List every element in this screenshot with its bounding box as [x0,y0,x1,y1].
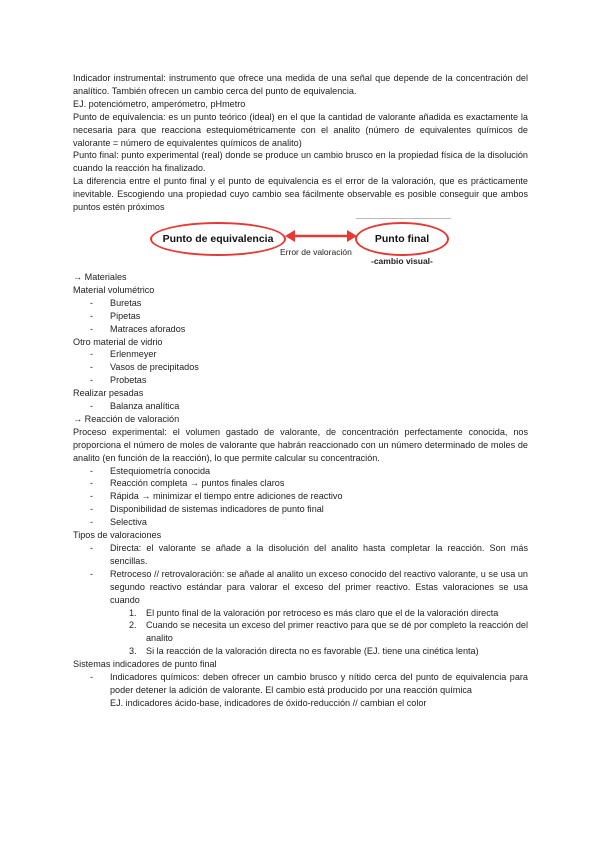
bullet: - [90,310,94,321]
list-tipos [73,542,528,607]
list-item: - Erlenmeyer [90,349,157,360]
visual-change-caption: -cambio visual- [371,255,433,266]
bullet: - [90,491,94,502]
list-retroceso [73,607,528,659]
heading-pesadas: Realizar pesadas [73,388,144,399]
document-page [73,72,528,710]
paragraph-punto-equivalencia: Punto de equivalencia: es un punto teórico (ideal) en el que la cantidad de valorante añadida es exactamente la necesaria para que reacciona estequiométricamente con el analito (número de equivalentes químicos de valorante = número de equivalentes químicos de analito) [73,111,528,148]
list-sistemas [73,671,528,697]
heading-volumetrico: Material volumétrico [73,284,155,295]
paragraph-punto-final: Punto final: punto experimental (real) donde se produce un cambio brusco en la propiedad física de la disolución cuando la reacción ha finalizado. [73,150,528,174]
equivalence-point-label: Punto de equivalencia [162,232,274,245]
list-item: - Rápida → minimizar el tiempo entre adiciones de reactivo [90,491,343,502]
list-item: - Pipetas [90,310,141,321]
bullet: - [90,543,94,553]
list-volumetrico [73,297,528,336]
bullet: - [90,517,94,528]
bullet: - [90,349,94,360]
end-point-label: Punto final [374,232,430,245]
paragraph-quimicos-ejemplo: EJ. indicadores ácido-base, indicadores de óxido-reducción // cambian el color [110,697,427,708]
list-item: - Selectiva [90,517,147,528]
bullet: - [90,297,94,308]
bullet: - [90,362,94,373]
heading-materiales: → Materiales [73,271,127,282]
list-item: 1. El punto final de la valoración por retroceso es más claro que el de la valoración directa [129,607,499,618]
paragraph-indicador: Indicador instrumental: instrumento que ofrece una medida de una señal que depende de la concentración del analítico. También ofrecen un cambio cerca del punto de equivalencia. [73,73,528,96]
list-item: - Reacción completa → puntos finales claros [90,478,285,489]
bullet: - [90,375,94,386]
heading-vidrio: Otro material de vidrio [73,336,163,347]
equivalence-point-ellipse [150,222,286,256]
heading-reaccion: → Reacción de valoración [73,413,180,424]
bullet: - [90,504,94,515]
list-item: 3. Si la reacción de la valoración directa no es favorable (EJ. tiene una cinética lenta) [129,646,479,657]
list-item: 2. Cuando se necesita un exceso del primer reactivo para que se dé por completo la reacción del analito [129,620,528,644]
list-item: - Buretas [90,297,142,308]
list-item: - Balanza analítica [90,401,180,412]
divider [356,218,451,219]
double-arrow-icon [285,230,357,242]
list-vidrio [73,348,528,387]
bullet: - [90,465,94,476]
bullet: - [90,323,94,334]
error-label: Error de valoración [280,246,352,257]
bullet: - [90,672,94,683]
paragraph-ejemplo: EJ. potenciómetro, amperómetro, pHmetro [73,98,246,109]
list-pesadas [73,400,528,413]
bullet: - [90,401,94,412]
list-item: - Estequiometría conocida [90,465,211,476]
equivalence-diagram [73,218,528,269]
list-requisitos [73,465,528,530]
paragraph-proceso: Proceso experimental: el volumen gastado de valorante, de concentración perfectamente conocida, nos proporciona el número de moles de valorante que habrán reaccionado con un número determinado de moles de analito (en función de la reacción), lo que permite calcular su concentración. [73,426,528,463]
list-item: - Vasos de precipitados [90,362,199,373]
list-item-directa: - Directa: el valorante se añade a la disolución del analito hasta completar la reacción. Son más sencillas. [90,543,528,566]
list-item: - Probetas [90,375,147,386]
list-item: - Disponibilidad de sistemas indicadores de punto final [90,504,324,515]
list-item: - Matraces aforados [90,323,186,334]
bullet: - [90,568,94,579]
heading-sistemas: Sistemas indicadores de punto final [73,659,217,670]
bullet: - [90,478,94,489]
list-item-quimicos: - Indicadores químicos: deben ofrecer un cambio brusco y nítido cerca del punto de equivalencia para poder detener la adición de valorante. El cambio está producido por una reacción química [90,672,528,695]
list-item-retroceso: - Retroceso // retrovaloración: se añade al analito un exceso conocido del reactivo valorante, u se usa un segundo reactivo estándar para valorar el exceso del primer reactivo. Estas valoraciones se usa cuando [90,568,528,605]
paragraph-diferencia: La diferencia entre el punto final y el punto de equivalencia es el error de la valoración, que es prácticamente inevitable. Escogiendo una propiedad cuyo cambio sea fácilmente observable es posible conseguir que ambos puntos estén próximos [73,176,528,213]
end-point-ellipse [355,222,449,256]
heading-tipos: Tipos de valoraciones [73,530,162,541]
